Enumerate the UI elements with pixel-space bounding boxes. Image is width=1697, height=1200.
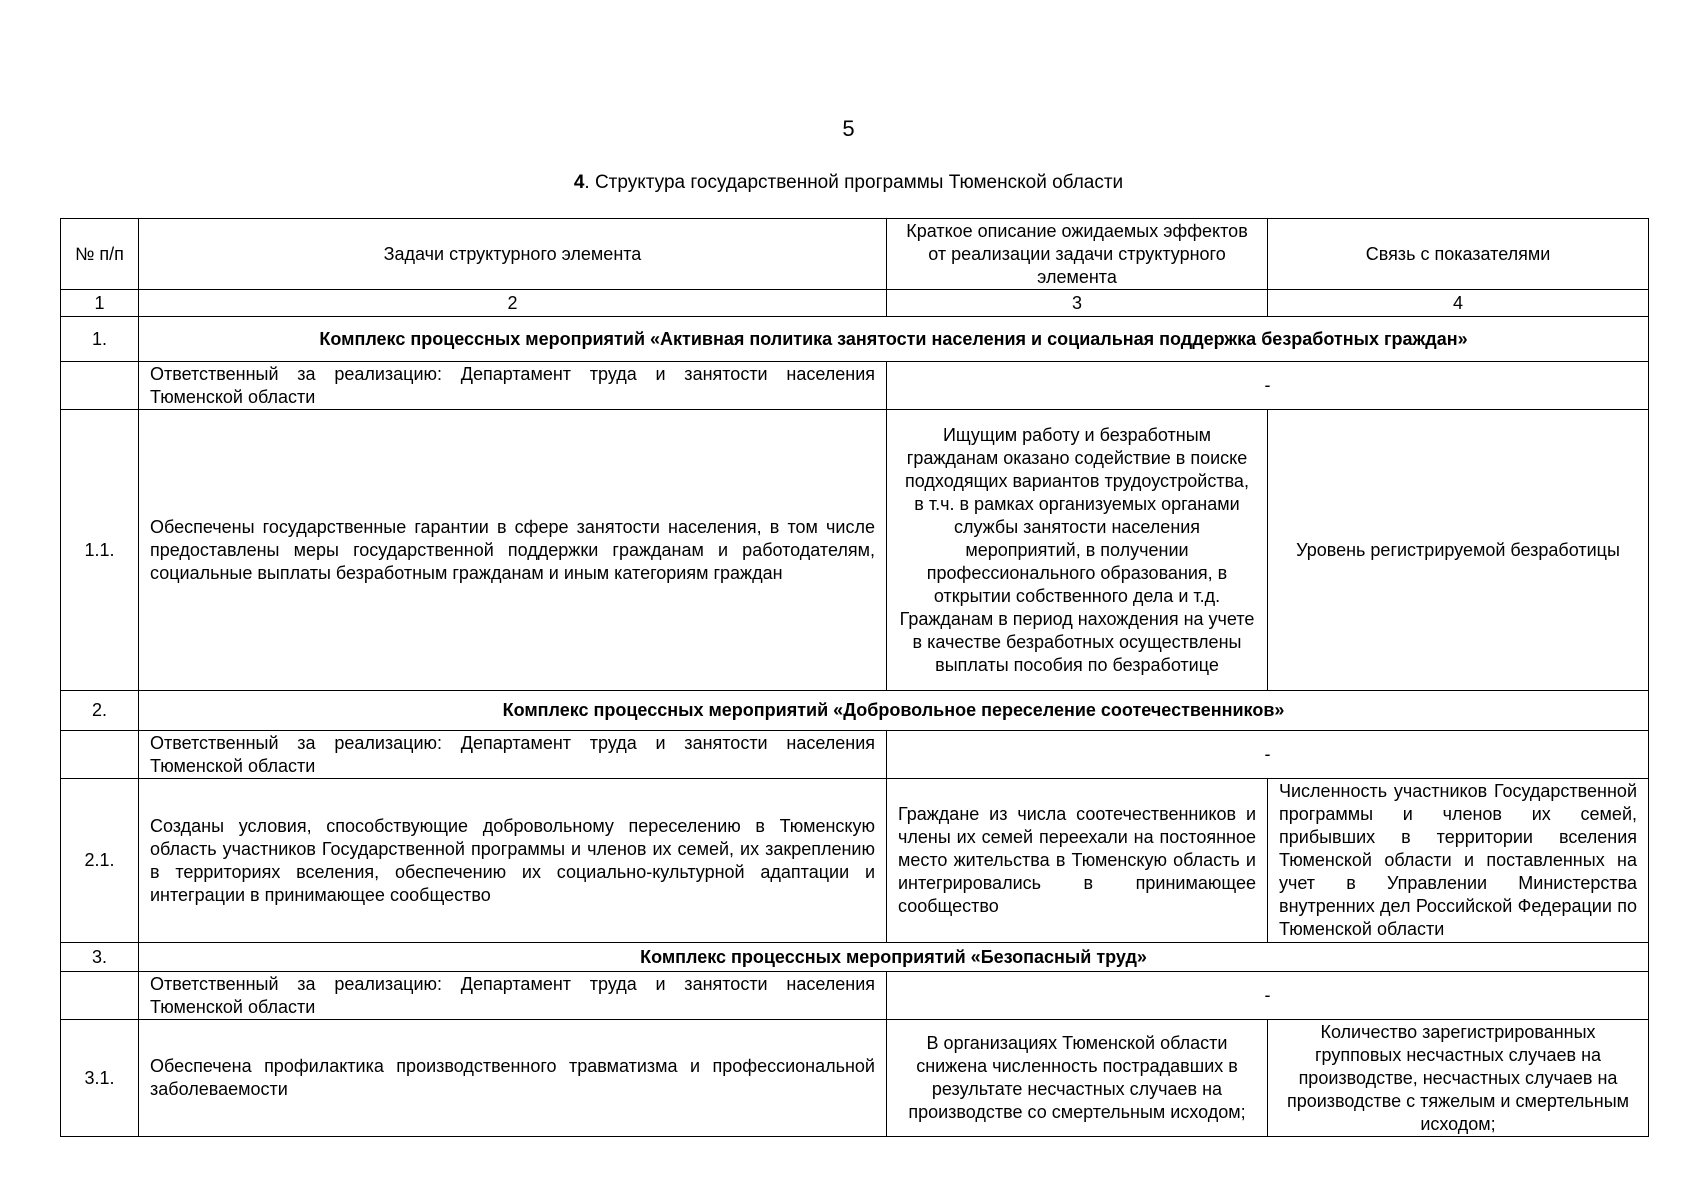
empty-cell [61,731,139,779]
header-cell-number: № п/п [61,219,139,290]
page-number: 5 [842,116,855,141]
header-cell-tasks: Задачи структурного элемента [139,219,887,290]
task-number: 2.1. [61,779,139,943]
task-effect: Ищущим работу и безработным гражданам оказано содействие в поиске подходящих вариантов трудоустройства, в т.ч. в рамках организуемых органами службы занятости населения мероприятий, в получении профессионального образования, в открытии собственного дела и т.д. Гражданам в период нахождения на учете в качестве безработных осуществлены выплаты пособия по безработице [887,410,1268,691]
section-title: Комплекс процессных мероприятий «Активная политика занятости населения и социальная поддержка безработных граждан» [139,317,1649,362]
section-row [61,317,1649,362]
task-indicator: Уровень регистрируемой безработицы [1268,410,1649,691]
header-cell-indicators: Связь с показателями [1268,219,1649,290]
task-indicator: Численность участников Государственной программы и членов их семей, прибывших в территории вселения Тюменской области и поставленных на учет в Управлении Министерства внутренних дел Российской Федерации по Тюменской области [1268,779,1649,943]
section-title: Комплекс процессных мероприятий «Добровольное переселение соотечественников» [139,691,1649,731]
responsible-row [61,362,1649,410]
column-number-cell: 4 [1268,290,1649,317]
responsible-text: Ответственный за реализацию: Департамент труда и занятости населения Тюменской области [139,972,887,1020]
section-number: 2. [61,691,139,731]
responsible-text: Ответственный за реализацию: Департамент труда и занятости населения Тюменской области [139,731,887,779]
task-row [61,779,1649,943]
task-row [61,1020,1649,1137]
task-text: Созданы условия, способствующие добровольному переселению в Тюменскую область участников Государственной программы и членов их семей, их закреплению в территориях вселения, обеспечению их социально-культурной адаптации и интеграции в принимающее сообщество [139,779,887,943]
task-effect: Граждане из числа соотечественников и члены их семей переехали на постоянное место жительства в Тюменскую область и интегрировались в принимающее сообщество [887,779,1268,943]
responsible-dash: - [887,972,1649,1020]
column-number-cell: 2 [139,290,887,317]
responsible-dash: - [887,731,1649,779]
section-number: 1. [61,317,139,362]
task-number: 1.1. [61,410,139,691]
section-title: Комплекс процессных мероприятий «Безопасный труд» [139,943,1649,972]
task-indicator: Количество зарегистрированных групповых несчастных случаев на производстве, несчастных случаев на производстве с тяжелым и смертельным исходом; [1268,1020,1649,1137]
empty-cell [61,972,139,1020]
title-number: 4 [573,172,585,193]
empty-cell [61,362,139,410]
column-number-cell: 3 [887,290,1268,317]
header-cell-effects: Краткое описание ожидаемых эффектов от реализации задачи структурного элемента [887,219,1268,290]
responsible-dash: - [887,362,1649,410]
column-numbers-row [61,290,1649,317]
task-text: Обеспечены государственные гарантии в сфере занятости населения, в том числе предоставлены меры государственной поддержки гражданам и работодателям, социальные выплаты безработным гражданам и иным категориям граждан [139,410,887,691]
section-row [61,943,1649,972]
responsible-row [61,731,1649,779]
column-number-cell: 1 [61,290,139,317]
title-text: . Структура государственной программы Тюменской области [584,172,1124,193]
section-row [61,691,1649,731]
task-text: Обеспечена профилактика производственного травматизма и профессиональной заболеваемости [139,1020,887,1137]
document-title [0,172,1697,194]
responsible-row [61,972,1649,1020]
responsible-text: Ответственный за реализацию: Департамент труда и занятости населения Тюменской области [139,362,887,410]
program-structure-table [60,218,1649,1137]
header-row [61,219,1649,290]
section-number: 3. [61,943,139,972]
task-row [61,410,1649,691]
task-effect: В организациях Тюменской области снижена численность пострадавших в результате несчастных случаев на производстве со смертельным исходом; [887,1020,1268,1137]
task-number: 3.1. [61,1020,139,1137]
